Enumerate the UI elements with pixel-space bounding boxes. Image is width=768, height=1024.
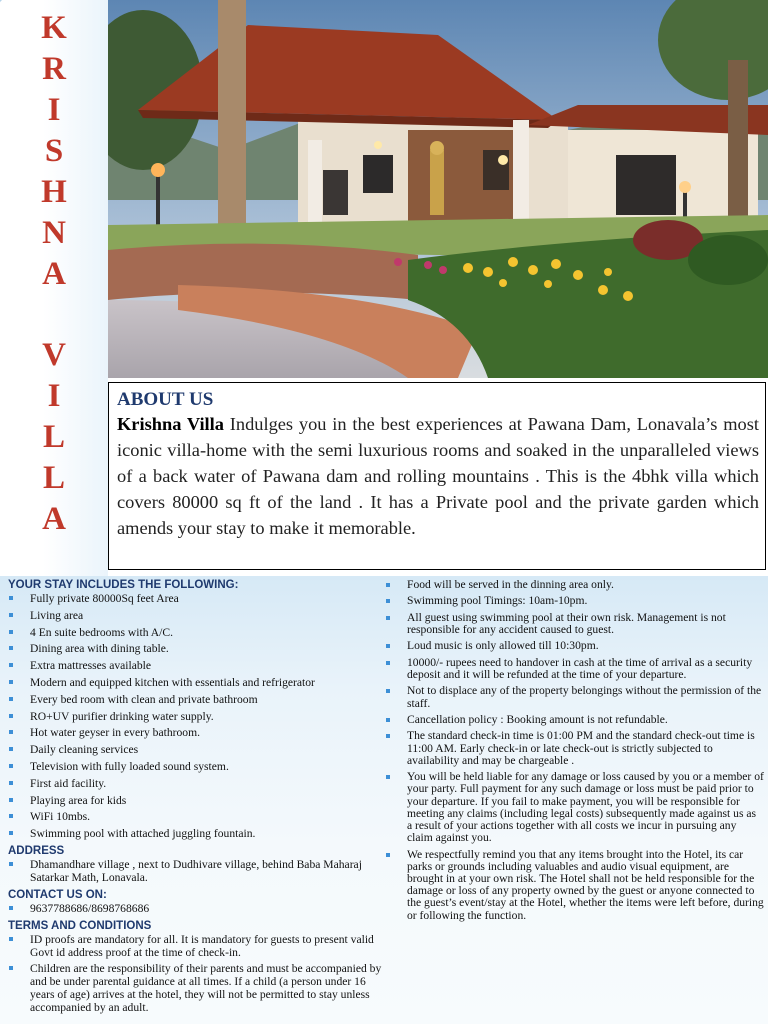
about-text (117, 411, 759, 541)
title-letter: L (42, 419, 65, 455)
list-item: Cancellation policy : Booking amount is not refundable. (380, 714, 764, 726)
details-section (0, 576, 768, 1024)
address-text: Dhamandhare village , next to Dudhivare village, behind Baba Maharaj Satarkar Math, Lonavala. (0, 858, 382, 884)
left-column (0, 576, 382, 1018)
list-item: All guest using swimming pool at their own risk. Management is not responsible for any accident caused to guest. (380, 612, 764, 636)
phone-numbers: 9637788686/8698768686 (0, 902, 382, 915)
title-letter: A (42, 501, 66, 537)
title-letter: K (41, 10, 67, 46)
list-item: Children are the responsibility of their parents and must be accompanied by and be under parental guidance at all times. If a child (a person under 16 years of age) arrives at the hotel, they will not be permitted to stay unless accompanied by an adult. (0, 962, 382, 1014)
vertical-title (0, 8, 108, 540)
list-item: Every bed room with clean and private bathroom (0, 693, 382, 706)
villa-photo (108, 0, 768, 378)
terms-list (0, 933, 382, 1015)
title-letter: A (42, 256, 66, 292)
list-item: We respectfully remind you that any items brought into the Hotel, its car parks or grounds including valuables and audio visual equipment, are brought in at your own risk. The Hotel shall not be held responsible for the damage or loss of any property owned by the guest or anyone connected to the guest’s event/stay at the Hotel, whether the items were left before, during or following the function. (380, 849, 764, 922)
title-letter: H (41, 174, 67, 210)
title-letter: L (42, 460, 65, 496)
title-letter: I (47, 92, 61, 128)
about-body: Indulges you in the best experiences at Pawana Dam, Lonavala’s most iconic villa-home with the semi luxurious rooms and soaked in the unparalleled views of a back water of Pawana dam and rolling mountains . This is the 4bhk villa which covers 80000 sq ft of the land . It has a Private pool and the private garden which amends your stay to make it memorable. (117, 414, 759, 538)
villa-name: Krishna Villa (117, 414, 224, 434)
list-item: Television with fully loaded sound system. (0, 760, 382, 773)
list-item: Playing area for kids (0, 794, 382, 807)
list-item: ID proofs are mandatory for all. It is mandatory for guests to present valid Govt id address proof at the time of check-in. (0, 933, 382, 959)
list-item: RO+UV purifier drinking water supply. (0, 710, 382, 723)
about-section (108, 382, 766, 570)
list-item: The standard check-in time is 01:00 PM and the standard check-out time is 11:00 AM. Early check-in or late check-out is strictly subjected to availability and may be chargeable . (380, 730, 764, 767)
rules-list (380, 579, 764, 922)
about-heading: ABOUT US (117, 389, 214, 410)
list-item: Daily cleaning services (0, 743, 382, 756)
list-item: Modern and equipped kitchen with essentials and refrigerator (0, 676, 382, 689)
stay-heading: YOUR STAY INCLUDES THE FOLLOWING: (8, 579, 239, 591)
title-letter: I (47, 378, 61, 414)
list-item: Hot water geyser in every bathroom. (0, 726, 382, 739)
title-letter: V (42, 337, 66, 373)
right-column (380, 576, 764, 926)
list-item: Loud music is only allowed till 10:30pm. (380, 640, 764, 652)
list-item: 10000/- rupees need to handover in cash at the time of arrival as a security deposit and it will be refunded at the time of your departure. (380, 657, 764, 681)
list-item: Living area (0, 609, 382, 622)
title-letter: N (42, 215, 66, 251)
list-item: Food will be served in the dinning area only. (380, 579, 764, 591)
stay-list (0, 592, 382, 840)
list-item: Dining area with dining table. (0, 642, 382, 655)
title-strip (0, 0, 108, 578)
list-item: Swimming pool with attached juggling fountain. (0, 827, 382, 840)
villa-illustration (108, 0, 768, 378)
list-item: Swimming pool Timings: 10am-10pm. (380, 595, 764, 607)
list-item: WiFi 10mbs. (0, 810, 382, 823)
list-item: Extra mattresses available (0, 659, 382, 672)
list-item: You will be held liable for any damage or loss caused by you or a member of your party. Full payment for any such damage or loss must be paid prior to your departure. If you fail to make payment, you will be responsible for meeting any claims (including legal costs) subsequently made against us as a result of your actions together with all costs we incur in pursuing any claim against you. (380, 771, 764, 844)
contact-heading: CONTACT US ON: (8, 888, 107, 901)
contact-list (0, 902, 382, 915)
list-item: First aid facility. (0, 777, 382, 790)
list-item: 4 En suite bedrooms with A/C. (0, 626, 382, 639)
list-item: Fully private 80000Sq feet Area (0, 592, 382, 605)
terms-heading: TERMS AND CONDITIONS (8, 919, 152, 932)
title-letter: R (42, 51, 66, 87)
address-heading: ADDRESS (8, 844, 65, 857)
address-list (0, 858, 382, 884)
title-letter: S (44, 133, 64, 169)
list-item: Not to displace any of the property belongings without the permission of the staff. (380, 685, 764, 709)
